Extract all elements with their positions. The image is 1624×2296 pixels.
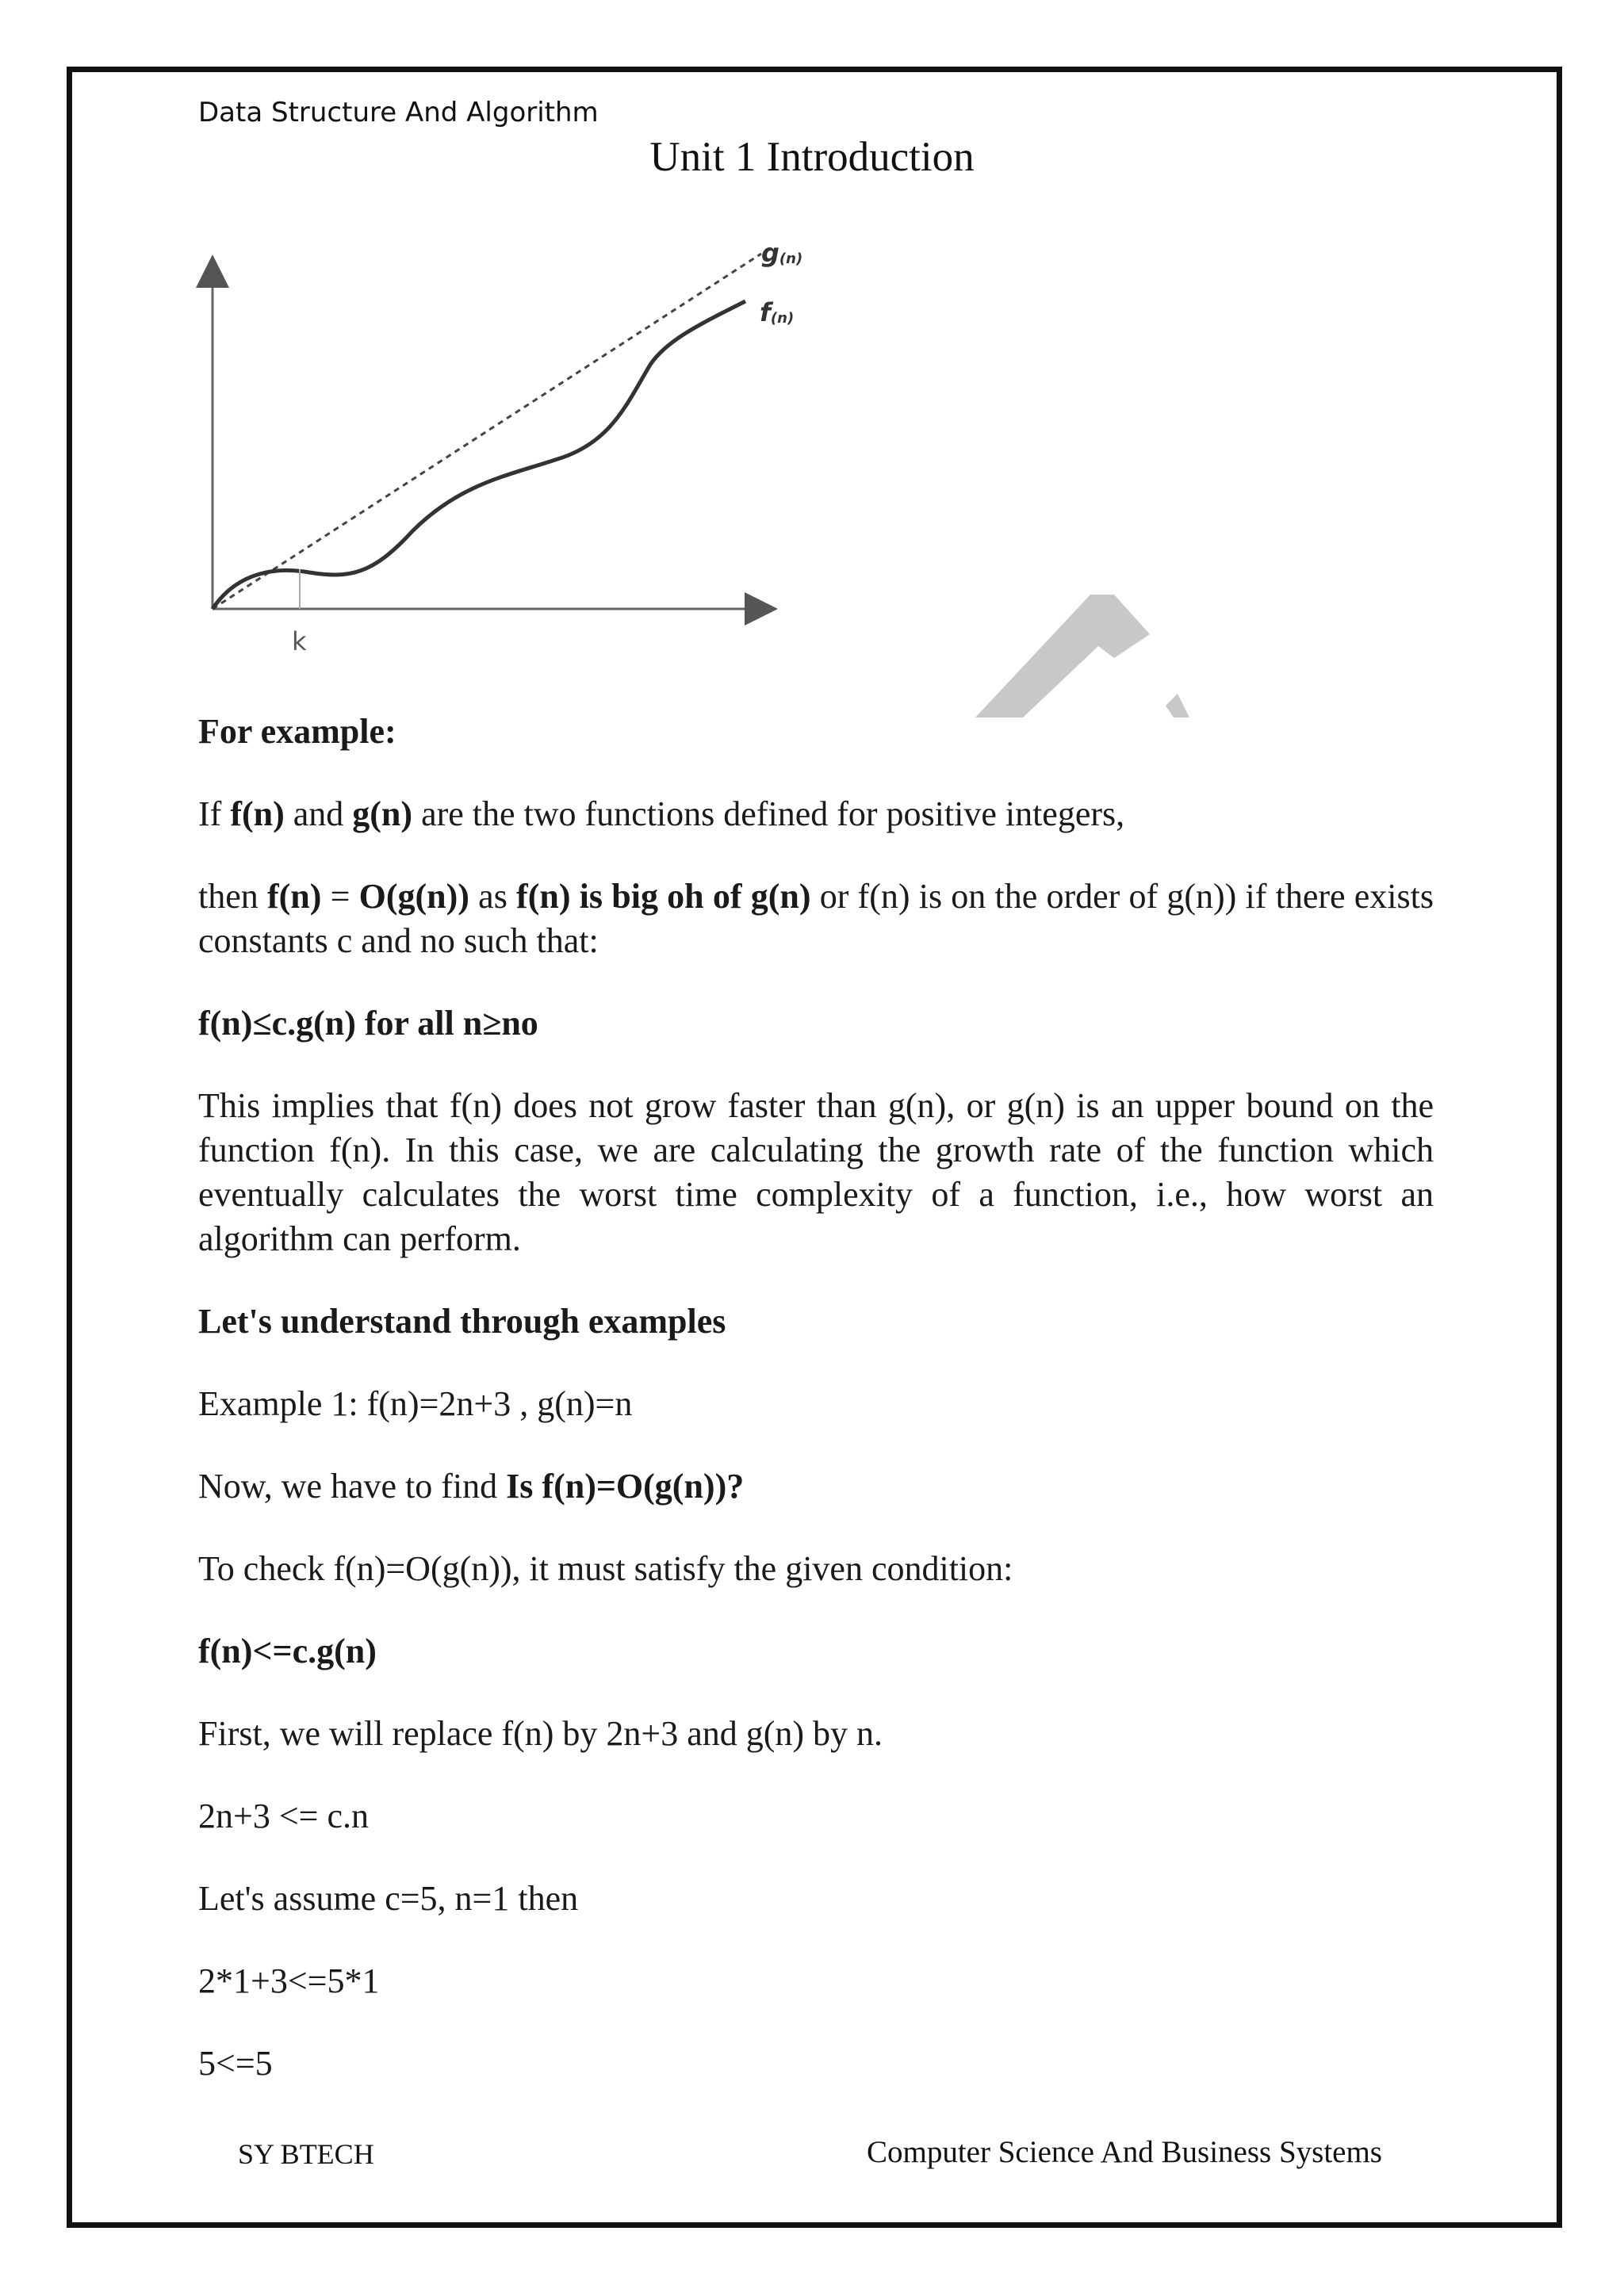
examples-heading: Let's understand through examples xyxy=(198,1302,726,1341)
para-big-oh-definition xyxy=(198,874,1434,963)
para-examples-heading xyxy=(198,1299,1434,1344)
para-step-1: 2n+3 <= c.n xyxy=(198,1797,369,1835)
bold-span: f(n) xyxy=(230,794,285,833)
para-check: To check f(n)=O(g(n)), it must satisfy the given condition: xyxy=(198,1549,1013,1588)
watermark-logo xyxy=(952,579,1205,718)
g-curve xyxy=(213,254,761,609)
text-span: as xyxy=(469,877,517,916)
g-label-main: g xyxy=(761,238,779,268)
big-o-graph xyxy=(190,230,825,674)
text-span: or f(n) is on the order of g(n)) if there exists constants c and no such that: xyxy=(198,877,1434,960)
text-span: = xyxy=(321,877,359,916)
main-content xyxy=(198,710,1434,2124)
bold-span: g(n) xyxy=(352,794,413,833)
f-curve xyxy=(213,301,745,609)
inequality-formula: f(n)≤c.g(n) for all n≥no xyxy=(198,1004,538,1043)
para-inequality xyxy=(198,1001,1434,1046)
text-span: Now, we have to find xyxy=(198,1467,507,1506)
para-step-2: 2*1+3<=5*1 xyxy=(198,1961,380,2000)
text-span: and xyxy=(284,794,353,833)
g-label-sub: (n) xyxy=(779,251,803,267)
g-label xyxy=(761,238,802,268)
f-label-sub: (n) xyxy=(770,310,795,327)
bold-span: Is f(n)=O(g(n))? xyxy=(506,1467,745,1506)
running-header: Data Structure And Algorithm xyxy=(198,97,599,128)
para-implication: This implies that f(n) does not grow faster than g(n), or g(n) is an upper bound on the function f(n). In this case, we are calculating the growth rate of the function which eventually calculates the worst time complexity of a function, i.e., how worst an algorithm can perform. xyxy=(198,1086,1434,1258)
para-definition-intro xyxy=(198,792,1434,836)
bold-span: f(n) xyxy=(266,877,322,916)
para-condition xyxy=(198,1629,1434,1674)
text-span: are the two functions defined for positive integers, xyxy=(412,794,1125,833)
para-for-example xyxy=(198,710,1434,754)
condition-formula: f(n)<=c.g(n) xyxy=(198,1632,377,1670)
para-assume: Let's assume c=5, n=1 then xyxy=(198,1879,579,1918)
para-step-3: 5<=5 xyxy=(198,2044,273,2083)
para-find xyxy=(198,1464,1434,1509)
para-example-1: Example 1: f(n)=2n+3 , g(n)=n xyxy=(198,1384,633,1423)
text-span: If xyxy=(198,794,231,833)
footer-right: Computer Science And Business Systems xyxy=(867,2135,1382,2169)
unit-title: Unit 1 Introduction xyxy=(649,134,975,180)
footer-left: SY BTECH xyxy=(238,2138,374,2170)
k-label: k xyxy=(292,626,307,656)
f-label xyxy=(760,297,794,327)
bold-span: O(g(n)) xyxy=(358,877,469,916)
para-replace: First, we will replace f(n) by 2n+3 and g(n) by n. xyxy=(198,1714,883,1753)
bold-span: f(n) is big oh of g(n) xyxy=(516,877,811,916)
text-span: then xyxy=(198,877,267,916)
f-label-main: f xyxy=(760,297,771,327)
for-example-heading: For example: xyxy=(198,712,396,751)
